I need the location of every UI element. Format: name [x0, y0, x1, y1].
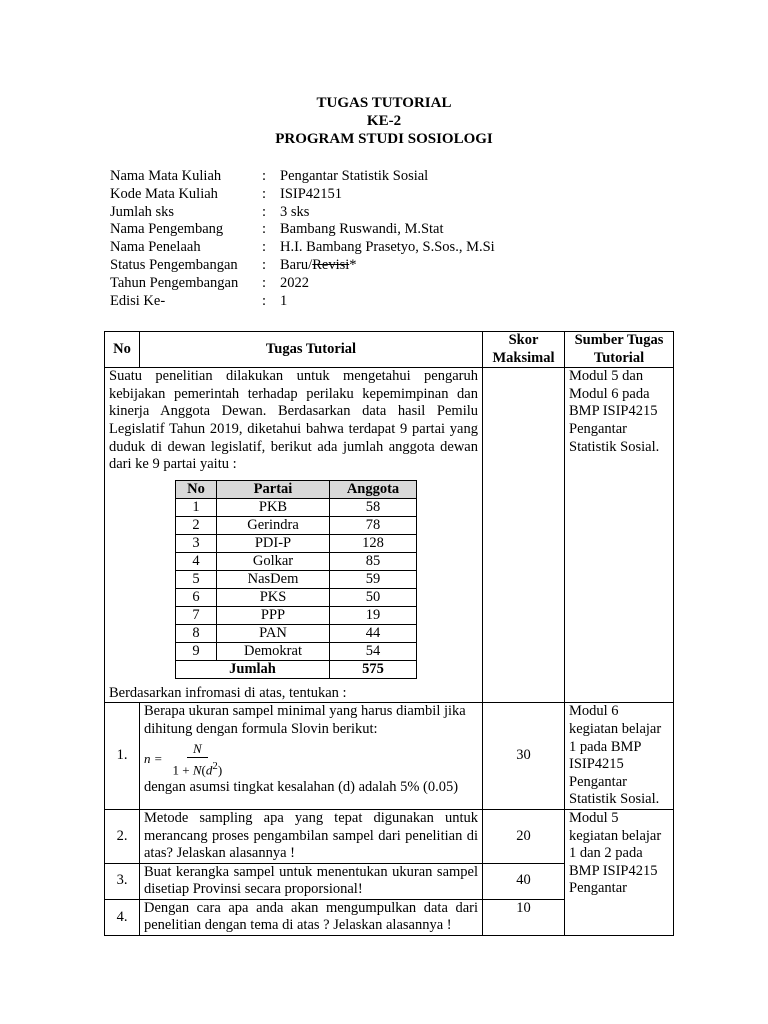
question-row-1 — [105, 703, 674, 810]
party-no: 3 — [176, 534, 217, 552]
question-text: Berapa ukuran sampel minimal yang harus diambil jika dihitung dengan formula Slovin berikut: — [144, 703, 466, 737]
party-header-row — [176, 480, 417, 498]
question-no: 1. — [105, 703, 140, 810]
doc-title: TUGAS TUTORIAL — [316, 95, 452, 111]
party-name: Gerindra — [217, 516, 330, 534]
info-label: Nama Penelaah — [110, 239, 201, 256]
party-no: 1 — [176, 498, 217, 516]
info-label: Nama Mata Kuliah — [110, 168, 222, 184]
header-tugas: Tugas Tutorial — [140, 332, 483, 368]
party-no: 5 — [176, 570, 217, 588]
party-members: 85 — [330, 552, 417, 570]
formula-lhs: n = — [144, 751, 163, 767]
party-total-value: 575 — [330, 660, 417, 678]
header-sumber: Sumber Tugas Tutorial — [565, 332, 674, 368]
question-source: Modul 6 kegiatan belajar 1 pada BMP ISIP4215 Pengantar Statistik Sosial. — [565, 703, 674, 810]
party-name: PKS — [217, 588, 330, 606]
info-colon: : — [262, 256, 267, 273]
info-colon: : — [262, 239, 267, 256]
table-row — [176, 624, 417, 642]
party-no: 6 — [176, 588, 217, 606]
info-colon: : — [262, 292, 267, 309]
status-new: Baru/ — [280, 256, 313, 273]
question-no: 3. — [105, 863, 140, 899]
question-score: 30 — [483, 703, 565, 810]
table-row — [176, 606, 417, 624]
party-header-anggota: Anggota — [330, 480, 417, 498]
info-value: H.I. Bambang Prasetyo, S.Sos., M.Si — [280, 239, 495, 256]
info-value: 2022 — [280, 274, 309, 291]
party-table — [175, 480, 417, 679]
info-label: Kode Mata Kuliah — [110, 185, 218, 202]
party-members: 19 — [330, 606, 417, 624]
table-row — [176, 642, 417, 660]
party-members: 44 — [330, 624, 417, 642]
info-value: ISIP42151 — [280, 185, 343, 202]
question-score: 10 — [483, 899, 565, 935]
intro-score-cell — [483, 368, 565, 703]
party-no: 9 — [176, 642, 217, 660]
info-colon: : — [262, 221, 267, 238]
info-label: Edisi Ke- — [110, 292, 166, 309]
doc-subtitle-program: PROGRAM STUDI SOSIOLOGI — [275, 131, 493, 147]
status-asterisk: * — [349, 256, 357, 273]
party-name: PDI-P — [217, 534, 330, 552]
info-value: 3 sks — [280, 203, 310, 220]
table-row — [176, 516, 417, 534]
info-label: Nama Pengembang — [110, 221, 224, 238]
question-row-2 — [105, 809, 674, 863]
question-text: Dengan cara apa anda akan mengumpulkan data dari penelitian dengan tema di atas ? Jelaskan alasannya ! — [140, 899, 483, 935]
question-text-cell — [140, 703, 483, 810]
info-value — [280, 257, 357, 275]
header-no: No — [105, 332, 140, 368]
info-colon: : — [262, 185, 267, 202]
tutorial-table — [104, 331, 674, 936]
doc-subtitle-session: KE-2 — [366, 113, 402, 129]
party-members: 54 — [330, 642, 417, 660]
party-members: 58 — [330, 498, 417, 516]
party-name: Golkar — [217, 552, 330, 570]
party-total-label: Jumlah — [176, 660, 330, 678]
question-score: 20 — [483, 809, 565, 863]
slovin-formula — [144, 742, 478, 777]
outro-text: Berdasarkan infromasi di atas, tentukan : — [109, 684, 347, 701]
question-text: Buat kerangka sampel untuk menentukan ukuran sampel disetiap Provinsi secara proporsional! — [140, 863, 483, 899]
formula-den-one: 1 + — [172, 761, 193, 777]
party-no: 4 — [176, 552, 217, 570]
table-row — [176, 588, 417, 606]
party-no: 7 — [176, 606, 217, 624]
formula-fraction — [167, 742, 229, 777]
table-row — [176, 498, 417, 516]
party-no: 2 — [176, 516, 217, 534]
question-no: 2. — [105, 809, 140, 863]
question-score: 40 — [483, 863, 565, 899]
formula-denominator — [167, 758, 229, 777]
party-name: NasDem — [217, 570, 330, 588]
info-label: Tahun Pengembangan — [110, 274, 239, 291]
party-members: 128 — [330, 534, 417, 552]
status-revision-struck: Revisi — [312, 256, 350, 273]
question-no: 4. — [105, 899, 140, 935]
table-row — [176, 570, 417, 588]
formula-den-open: ( — [201, 761, 206, 777]
info-colon: : — [262, 168, 267, 184]
question-text-assumption: dengan asumsi tingkat kesalahan (d) adalah 5% (0.05) — [144, 778, 459, 795]
intro-source-cell: Modul 5 dan Modul 6 pada BMP ISIP4215 Pengantar Statistik Sosial. — [565, 368, 674, 703]
formula-den-d: d — [205, 761, 213, 777]
header-skor: Skor Maksimal — [483, 332, 565, 368]
party-header-partai: Partai — [217, 480, 330, 498]
info-value: Pengantar Statistik Sosial — [280, 168, 429, 184]
party-no: 8 — [176, 624, 217, 642]
question-source: Modul 5 kegiatan belajar 1 dan 2 pada BMP ISIP4215 Pengantar — [565, 809, 674, 935]
intro-text: Suatu penelitian dilakukan untuk mengetahui pengaruh kebijakan pemerintah terhadap perilaku kepemimpinan dan kinerja Anggota Dewan. Berdasarkan data hasil Pemilu Legislatif Tahun 2019, diketahui bahwa terdapat 9 partai yang duduk di dewan legislatif, berikut ada jumlah anggota dewan dari ke 9 partai yaitu : — [109, 368, 478, 473]
party-members: 78 — [330, 516, 417, 534]
party-total-row — [176, 660, 417, 678]
intro-cell — [105, 368, 483, 703]
formula-den-n: N — [192, 761, 202, 777]
info-label: Status Pengembangan — [110, 256, 238, 273]
info-label: Jumlah sks — [110, 203, 175, 220]
question-text: Metode sampling apa yang tepat digunakan untuk merancang proses pengambilan sampel dari penelitian di atas? Jelaskan alasannya ! — [140, 809, 483, 863]
formula-den-exp: 2 — [212, 759, 218, 772]
info-colon: : — [262, 274, 267, 291]
party-members: 59 — [330, 570, 417, 588]
table-header-row — [105, 332, 674, 368]
party-members: 50 — [330, 588, 417, 606]
info-value: 1 — [280, 292, 288, 309]
party-name: Demokrat — [217, 642, 330, 660]
intro-row — [105, 368, 674, 703]
formula-den-close: ) — [217, 761, 223, 777]
info-value: Bambang Ruswandi, M.Stat — [280, 221, 444, 238]
party-header-no: No — [176, 480, 217, 498]
table-row — [176, 552, 417, 570]
table-row — [176, 534, 417, 552]
party-name: PKB — [217, 498, 330, 516]
party-name: PPP — [217, 606, 330, 624]
party-name: PAN — [217, 624, 330, 642]
info-colon: : — [262, 203, 267, 220]
formula-numerator: N — [187, 742, 208, 758]
